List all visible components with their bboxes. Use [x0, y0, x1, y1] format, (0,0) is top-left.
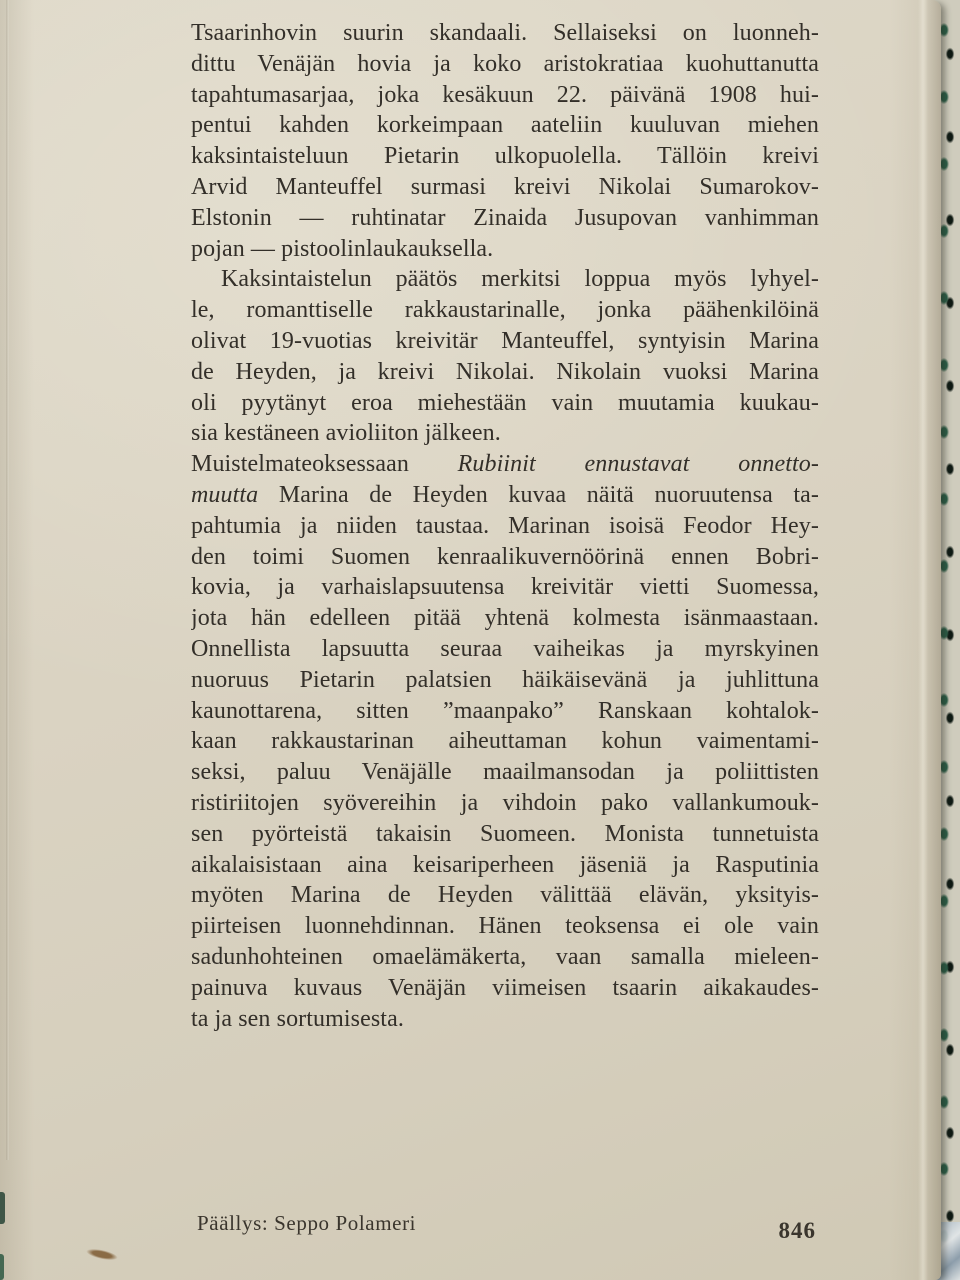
book-title-italic: Rubiinit ennustavat onnetto- [457, 451, 819, 478]
text-line: Tsaarinhovin suurin skandaali. Sellaiseksi on luonneh- [191, 20, 819, 46]
text-line: tapahtumasarjaa, joka kesäkuun 22. päivänä 1908 hui- [191, 81, 819, 108]
text-line: pahtumia ja niiden taustaa. Marinan isoisä Feodor Hey- [191, 512, 819, 539]
stain-mark [85, 1247, 118, 1262]
text-line: le, romanttiselle rakkaustarinalle, jonka päähenkilöinä [191, 297, 819, 324]
book-title-italic: muutta [191, 481, 259, 508]
page-crease [6, 0, 9, 1160]
page-edge-highlight [918, 0, 928, 1280]
paragraph-love-story [191, 264, 819, 449]
text-line: nuoruus Pietarin palatsien häikäisevänä ja juhlittuna [191, 666, 819, 693]
text-line [191, 480, 819, 511]
text-line: pentui kahden korkeimpaan aateliin kuuluvan miehen [191, 112, 819, 139]
paragraph-duel-scandal [191, 18, 819, 264]
text-line: Kaksintaistelun päätös merkitsi loppua myös lyhyel- [221, 266, 819, 293]
text-line: painuva kuvaus Venäjän viimeisen tsaarin aikakaudes- [191, 974, 819, 1001]
text-line: olivat 19-vuotias kreivitär Manteuffel, syntyisin Marina [191, 327, 819, 354]
text-line: Onnellista lapsuutta seuraa vaiheikas ja myrskyinen [191, 635, 819, 662]
text-line: den toimi Suomen kenraalikuvernöörinä ennen Bobri- [191, 543, 819, 570]
text-line: kaksintaisteluun Pietarin ulkopuolella. Tällöin kreivi [191, 143, 819, 170]
text-segment: Muistelmateoksessaan [191, 451, 458, 478]
paragraph-memoir [191, 449, 819, 1034]
text-line: de Heyden, ja kreivi Nikolai. Nikolain vuoksi Marina [191, 358, 819, 385]
text-line: ta ja sen sortumisesta. [191, 1005, 404, 1032]
text-line: oli pyytänyt eroa miehestään vain muutamia kuukau- [191, 389, 819, 416]
text-line: sadunhohteinen omaelämäkerta, vaan samalla mieleen- [191, 943, 819, 970]
jacket-blurb-text [191, 18, 819, 1034]
footer-number: 846 [778, 1218, 816, 1243]
text-line: sia kestäneen avioliiton jälkeen. [191, 420, 501, 447]
text-line: sen pyörteistä takaisin Suomeen. Monista tunnetuista [191, 820, 819, 847]
text-line: Arvid Manteuffel surmasi kreivi Nikolai Sumarokov- [191, 173, 819, 200]
text-line: kovia, ja varhaislapsuutensa kreivitär vietti Suomessa, [191, 574, 819, 601]
fabric-sliver [0, 1192, 5, 1224]
text-line: piirteisen luonnehdinnan. Hänen teoksensa ei ole vain [191, 913, 819, 940]
fabric-sliver [0, 1254, 4, 1280]
text-line [191, 449, 819, 480]
cover-design-credit: Päällys: Seppo Polameri [197, 1211, 417, 1235]
text-line: kaunottarena, sitten ”maanpako” Ranskaan kohtalok- [191, 697, 819, 724]
text-segment: Marina de Heyden kuvaa näitä nuoruutensa ta- [258, 481, 819, 508]
text-line: ristiriitojen syövereihin ja vihdoin pako vallankumouk- [191, 789, 819, 816]
text-line: aikalaisistaan aina keisariperheen jäseniä ja Rasputinia [191, 851, 819, 878]
text-line: dittu Venäjän hovia ja koko aristokratiaa kuohuttanutta [191, 50, 819, 77]
text-line: seksi, paluu Venäjälle maailmansodan ja poliittisten [191, 759, 819, 786]
text-line: myöten Marina de Heyden välittää elävän, yksityis- [191, 882, 819, 909]
text-line: Elstonin — ruhtinatar Zinaida Jusupovan vanhimman [191, 204, 819, 231]
text-line: kaan rakkaustarinan aiheuttaman kohun vaimentami- [191, 728, 819, 755]
text-line: jota hän edelleen pitää yhtenä kolmesta isänmaastaan. [191, 605, 819, 632]
text-line: pojan — pistoolinlaukauksella. [191, 235, 494, 262]
